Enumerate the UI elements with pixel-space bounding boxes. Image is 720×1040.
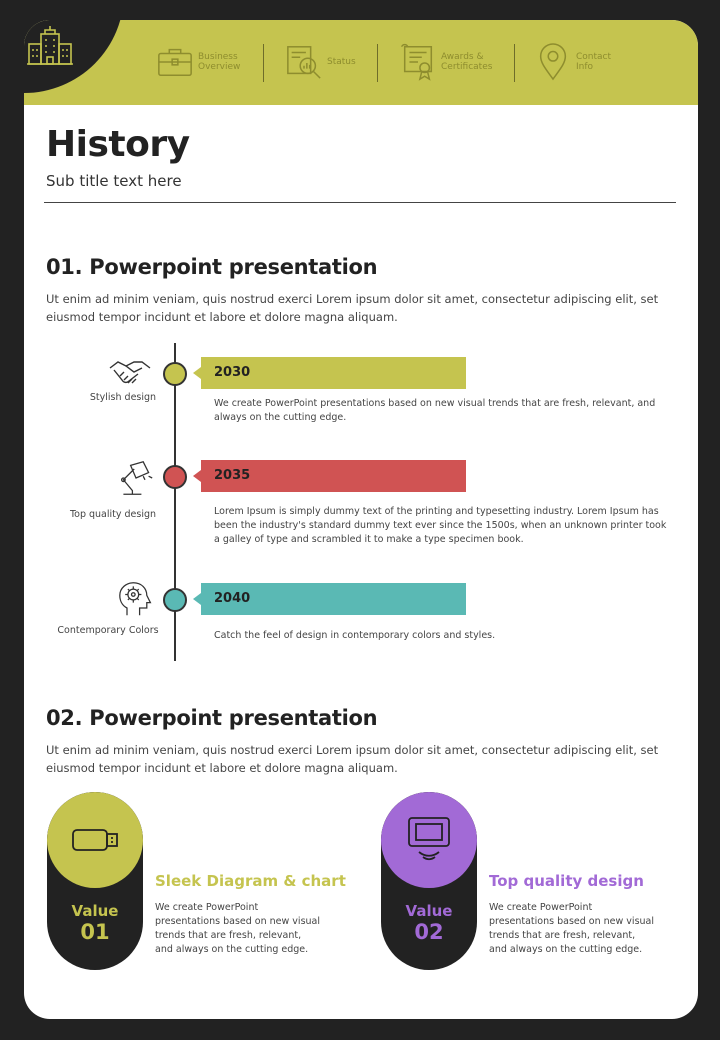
building-logo-icon [25,24,75,66]
section-2-body: Ut enim ad minim veniam, quis nostrud exerci Lorem ipsum dolor sit amet, consectetur adipiscing elit, set eiusmod tempor incidunt et labore et dolore magna aliquam. [46,743,659,775]
magnifier-chart-icon [285,43,323,81]
nav-item-business-overview[interactable] [156,42,250,82]
timeline-label: Top quality design [69,509,157,520]
timeline-description: Catch the feel of design in contemporary colors and styles. [214,630,496,641]
section-1-body: Ut enim ad minim veniam, quis nostrud exerci Lorem ipsum dolor sit amet, consectetur adipiscing elit, set eiusmod tempor incidunt et labore et dolore magna aliquam. [46,292,659,324]
page-title: History [46,124,190,165]
wireless-tablet-icon [403,814,455,866]
page-card [24,20,698,1019]
timeline-description: We create PowerPoint presentations based on new visual trends that are fresh, relevant, and always on the cutting edge. [214,398,656,423]
nav-label: Awards & Certificates [441,52,493,72]
value-pill-circle [381,792,477,888]
timeline-dot [163,465,187,489]
timeline-axis [174,343,176,661]
usb-drive-icon [69,814,121,866]
timeline-year-banner [201,583,466,615]
nav-label: Business Overview [198,52,241,72]
certificate-icon [399,43,437,81]
timeline-label: Contemporary Colors [57,625,159,636]
briefcase-icon [156,43,194,81]
location-pin-icon [534,43,572,81]
value-number: 01 [80,920,110,944]
value-pill-1 [47,792,143,970]
nav-item-status[interactable] [285,42,379,82]
timeline-dot [163,588,187,612]
page-subtitle: Sub title text here [46,172,182,190]
section-1-title: 01. Powerpoint presentation [46,255,378,279]
nav-label: Status [327,57,356,67]
handshake-icon [108,356,152,392]
card-description: We create PowerPoint presentations based on new visual trends that are fresh, relevant, and always on the cutting edge. [489,902,654,955]
card-description: We create PowerPoint presentations based on new visual trends that are fresh, relevant, and always on the cutting edge. [155,902,320,955]
timeline-year: 2040 [214,591,251,606]
timeline-label: Stylish design [89,392,157,403]
timeline-year: 2035 [214,468,251,483]
top-nav-bar [24,20,698,105]
desk-lamp-icon [114,460,158,496]
timeline-year-banner [201,357,466,389]
nav-divider [514,44,515,82]
value-number: 02 [414,920,444,944]
section-2-title: 02. Powerpoint presentation [46,706,378,730]
card-title: Sleek Diagram & chart [155,872,346,890]
nav-divider [263,44,264,82]
nav-item-awards[interactable] [399,42,493,82]
head-gear-icon [114,581,158,617]
value-word: Value [71,902,119,920]
nav-item-contact[interactable] [534,42,628,82]
timeline-year: 2030 [214,365,251,380]
nav-label: Contact Info [576,52,612,72]
timeline-year-banner [201,460,466,492]
value-pill-circle [47,792,143,888]
nav-divider [377,44,378,82]
timeline-dot [163,362,187,386]
divider [44,202,676,203]
value-pill-2 [381,792,477,970]
timeline-description: Lorem Ipsum is simply dummy text of the printing and typesetting industry. Lorem Ipsum has been the industry's standard dummy text ever since the 1500s, when an unknown printer took a galley of type and scrambled it to make a type specimen book. [214,506,667,545]
card-title: Top quality design [489,872,644,890]
value-word: Value [405,902,453,920]
